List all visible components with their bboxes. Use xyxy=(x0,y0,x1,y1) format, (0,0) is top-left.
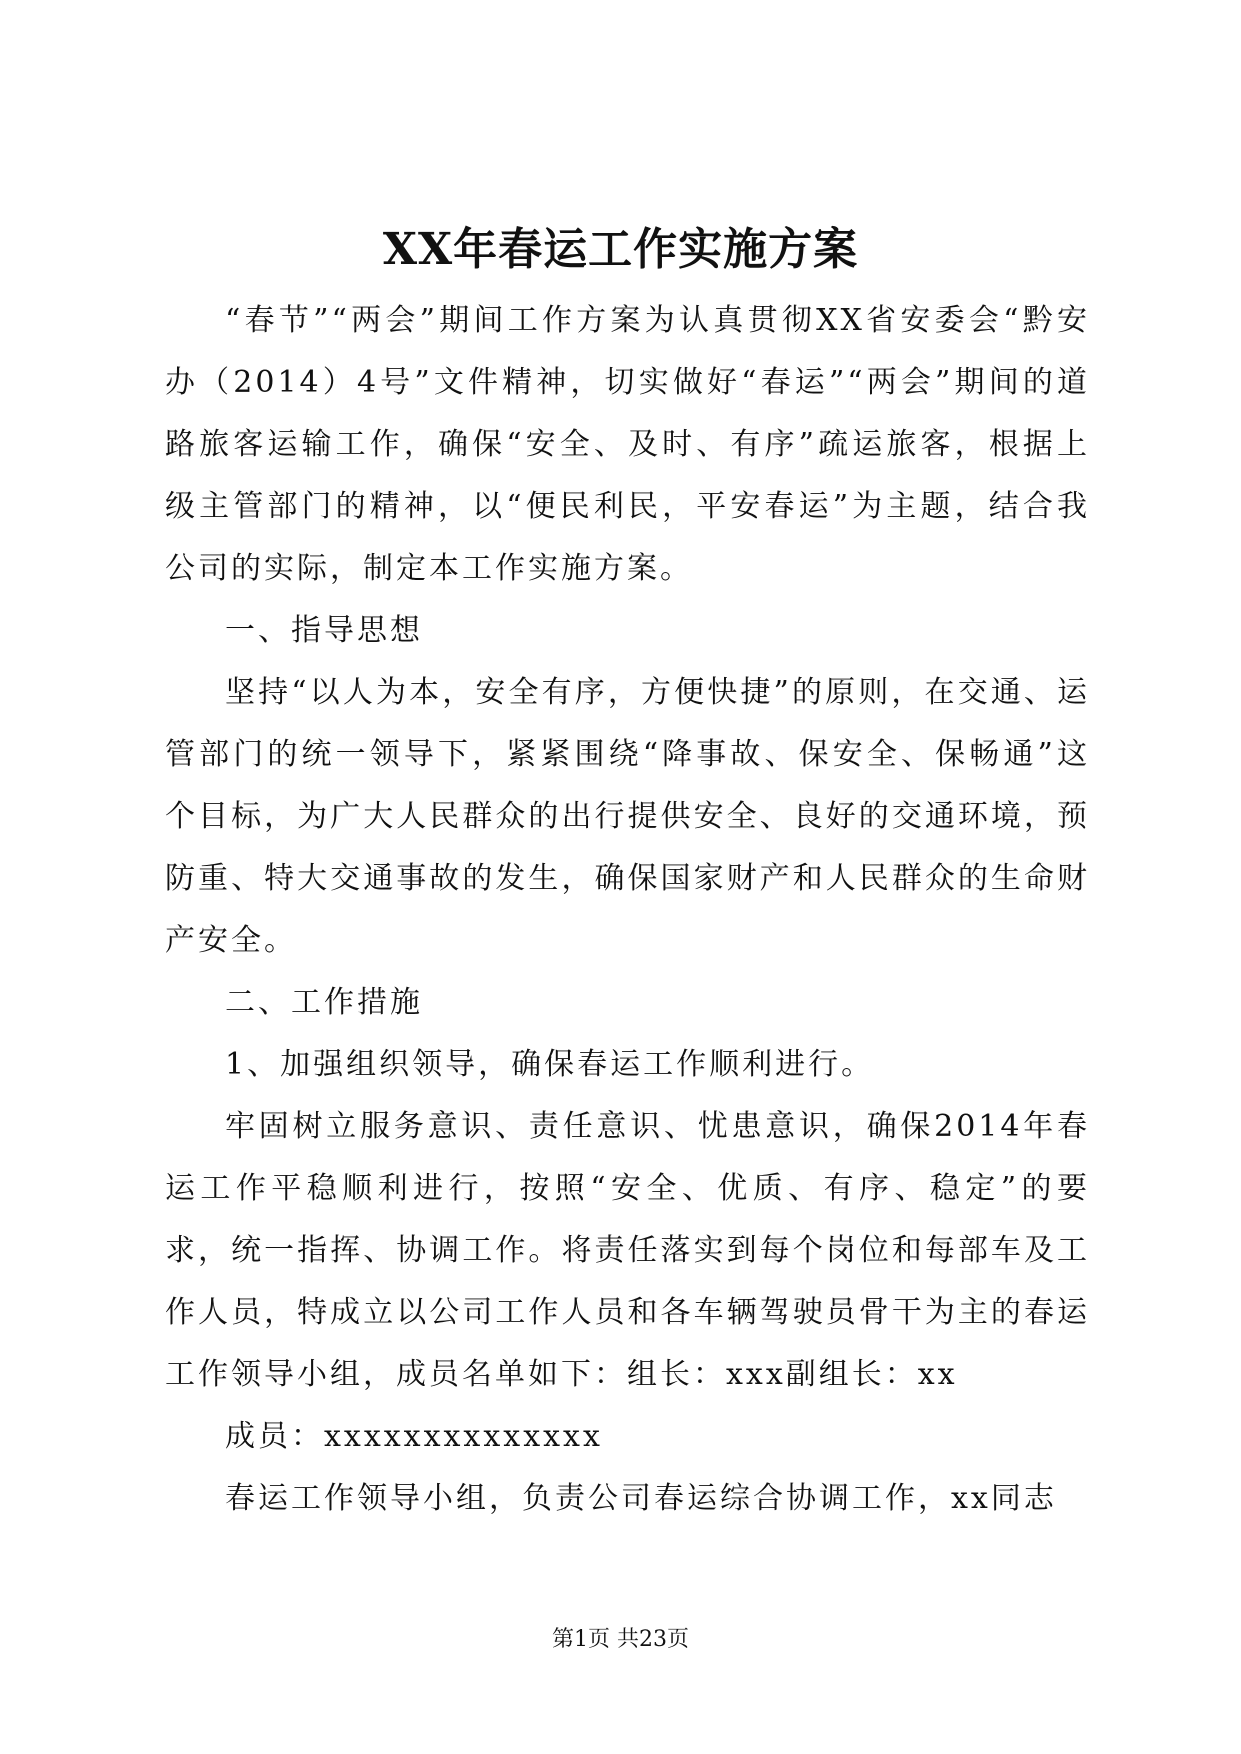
subsection-heading-1: 1、加强组织领导，确保春运工作顺利进行。 xyxy=(225,1047,875,1082)
members-line: 成员：xxxxxxxxxxxxxx xyxy=(225,1419,603,1454)
intro-paragraph: “春节”“两会”期间工作方案为认真贯彻XX省安委会“黔安办（2014）4号”文件精神，切实做好“春运”“两会”期间的道路旅客运输工作，确保“安全、及时、有序”疏运旅客，根据上级主管部门的精神，以“便民利民，平安春运”为主题，结合我公司的实际，制定本工作实施方案。 xyxy=(165,303,1090,586)
guiding-thought-paragraph: 坚持“以人为本，安全有序，方便快捷”的原则，在交通、运管部门的统一领导下，紧紧围绕“降事故、保安全、保畅通”这个目标，为广大人民群众的出行提供安全、良好的交通环境，预防重、特大交通事故的发生，确保国家财产和人民群众的生命财产安全。 xyxy=(165,675,1090,958)
section-heading-work-measures: 二、工作措施 xyxy=(225,985,423,1020)
work-measures-paragraph: 牢固树立服务意识、责任意识、忧患意识，确保2014年春运工作平稳顺利进行，按照“安全、优质、有序、稳定”的要求，统一指挥、协调工作。将责任落实到每个岗位和每部车及工作人员，特成立以公司工作人员和各车辆驾驶员骨干为主的春运工作领导小组，成员名单如下：组长：xxx副组长：xx xyxy=(165,1109,1090,1392)
section-heading-guiding-thought: 一、指导思想 xyxy=(225,613,423,648)
page-footer: 第1页 共23页 xyxy=(552,1627,689,1652)
document-body xyxy=(165,290,1090,1530)
leadership-group-paragraph: 春运工作领导小组，负责公司春运综合协调工作，xx同志 xyxy=(225,1481,1057,1516)
document-title: XX年春运工作实施方案 xyxy=(382,224,859,275)
